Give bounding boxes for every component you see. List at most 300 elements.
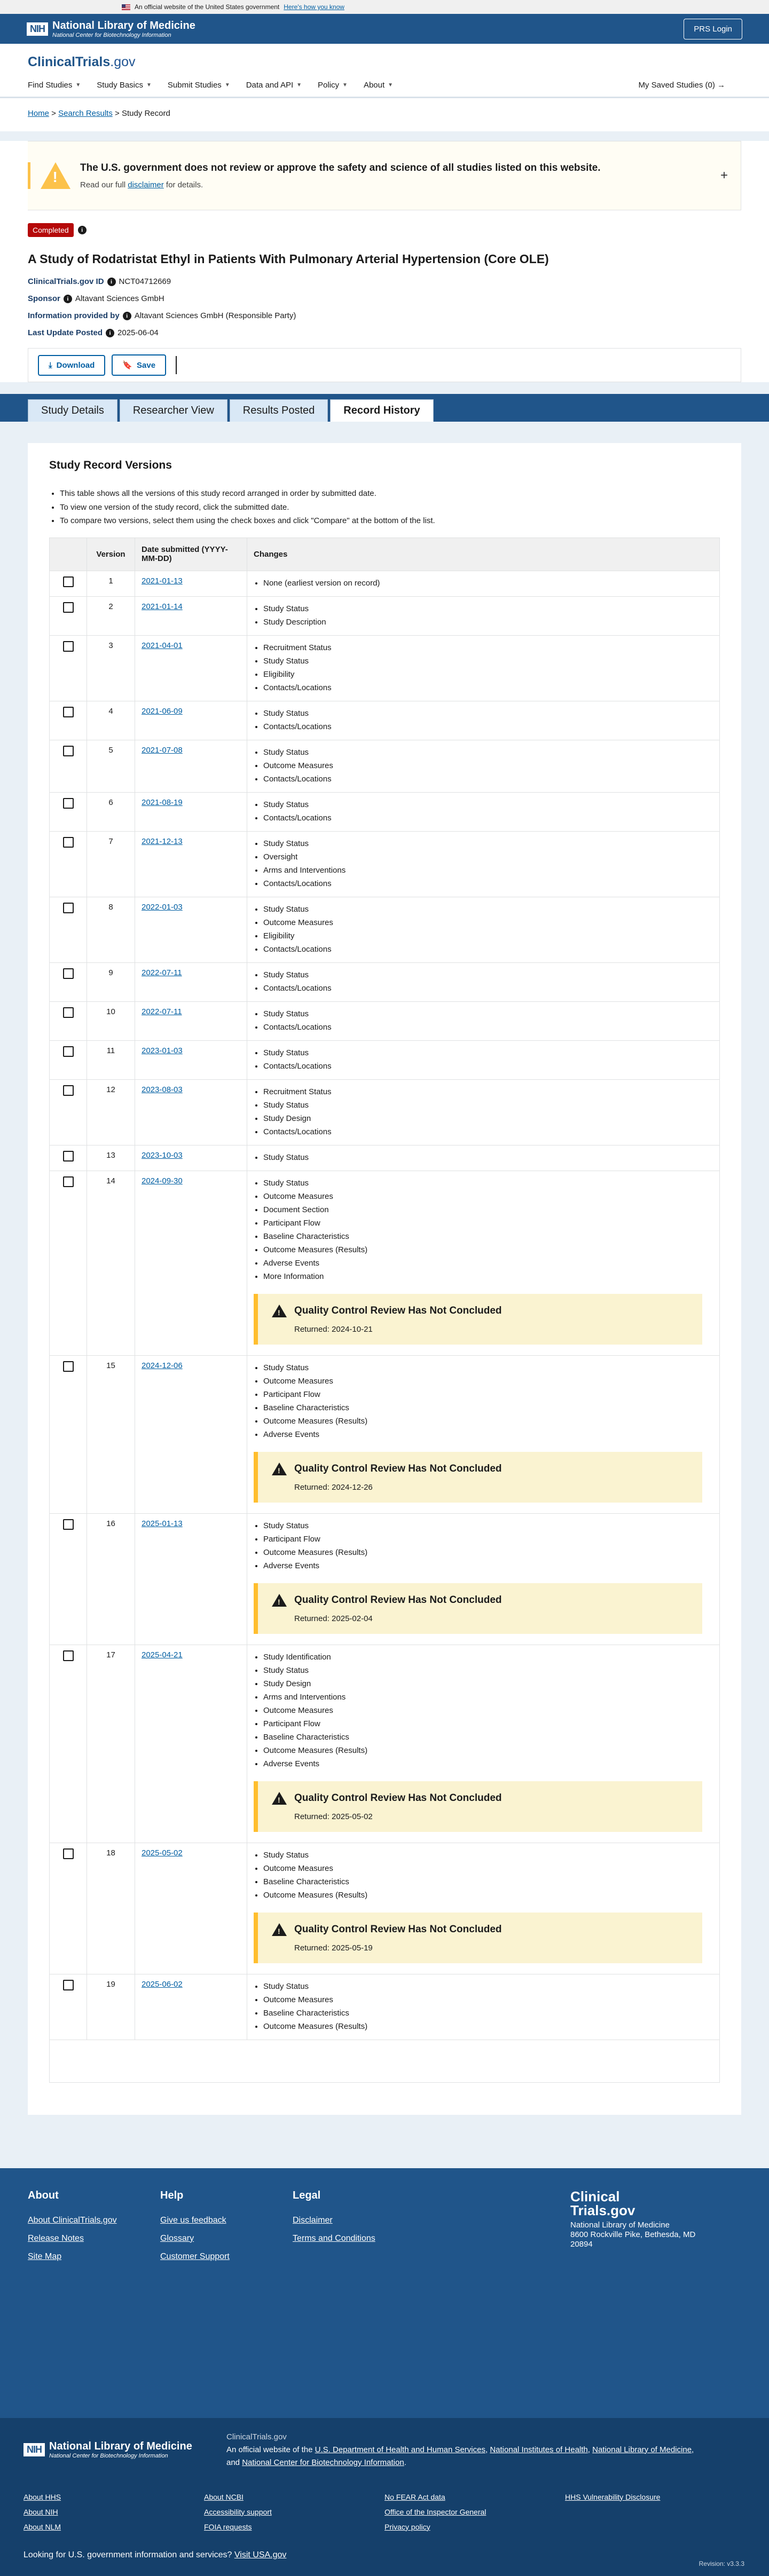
agency-link[interactable]: Privacy policy [384,2522,430,2531]
version-checkbox[interactable] [63,1980,74,1990]
table-row [50,1079,720,1145]
tab-results-posted[interactable]: Results Posted [230,399,328,422]
usa-gov-link[interactable]: Visit USA.gov [234,2550,287,2559]
nav-find-studies[interactable]: Find Studies ▼ [28,81,81,90]
date-cell [135,1171,247,1355]
sponsor-value: Altavant Sciences GmbH [75,294,164,303]
change-item: • Baseline Characteristics [263,1401,713,1415]
date-cell [135,1145,247,1171]
change-item: • Document Section [263,1203,713,1216]
version-date-link[interactable]: 2021-08-19 [142,797,183,807]
qc-alert: ! Quality Control Review Has Not Concluded Returned: 2025-05-19 [254,1913,702,1963]
changes-cell [247,962,720,1001]
version-number: 18 [87,1843,135,1974]
nih-header [0,14,769,44]
change-item: • Recruitment Status [263,641,713,654]
breadcrumb: Home > Search Results > Study Record [0,98,769,131]
version-number: 3 [87,635,135,701]
changes-cell [247,1843,720,1974]
row-checkbox-cell [50,1145,87,1171]
change-item: • Study Status [263,1848,713,1862]
change-item: • Adverse Events [263,1559,713,1573]
change-item: • Study Design [263,1112,713,1125]
footer-legal-heading: Legal [293,2189,321,2201]
version-number: 10 [87,1001,135,1040]
agency-link[interactable]: About NCBI [204,2492,244,2501]
change-item: • Contacts/Locations [263,811,713,825]
changes-cell [247,596,720,635]
agency-link[interactable]: No FEAR Act data [384,2492,445,2501]
change-item: • Outcome Measures [263,759,713,772]
ct-logo[interactable]: ClinicalTrials.gov [28,54,136,69]
date-cell [135,1645,247,1843]
changes-cell [247,1079,720,1145]
date-cell [135,1974,247,2040]
table-row [50,1001,720,1040]
version-date-link[interactable]: 2023-01-03 [142,1046,183,1055]
date-cell [135,1079,247,1145]
change-item: • Baseline Characteristics [263,1730,713,1744]
change-item: • Contacts/Locations [263,1060,713,1073]
changes-cell [247,897,720,962]
save-button[interactable]: 🔖 Save [112,354,166,376]
tab-study-details[interactable]: Study Details [28,399,117,422]
my-saved-studies-link[interactable]: My Saved Studies (0) → [638,81,725,90]
col-version: Version [87,538,135,571]
table-row [50,897,720,962]
change-item: • Study Status [263,707,713,720]
change-item: • Outcome Measures [263,916,713,929]
change-item: • Study Status [263,602,713,615]
date-cell [135,831,247,897]
expand-plus-icon[interactable]: + [720,168,728,183]
table-row [50,1645,720,1843]
change-item: • Study Status [263,837,713,850]
study-header-section [0,141,769,382]
change-item: • Outcome Measures (Results) [263,1243,713,1257]
main-nav [28,81,741,90]
date-cell [135,596,247,635]
changes-cell [247,1040,720,1079]
agency-link[interactable]: FOIA requests [204,2522,252,2531]
row-checkbox-cell [50,831,87,897]
changes-cell [247,571,720,596]
nih-link[interactable]: National Institutes of Health [490,2445,588,2454]
changes-cell [247,1001,720,1040]
info-icon[interactable]: i [64,295,72,303]
col-changes: Changes [247,538,720,571]
changes-cell [247,740,720,792]
ncbi-link[interactable]: National Center for Biotechnology Information [242,2458,404,2467]
warning-icon: ! [272,1594,287,1607]
change-item: • Study Status [263,1007,713,1021]
change-item: • Adverse Events [263,1757,713,1771]
disclaimer-link[interactable]: disclaimer [128,180,164,189]
provided-by-label: Information provided by [28,311,120,320]
version-checkbox[interactable] [63,837,74,848]
version-number: 1 [87,571,135,596]
version-number: 14 [87,1171,135,1355]
version-date-link[interactable]: 2025-04-21 [142,1650,183,1660]
records-heading: Study Record Versions [49,459,172,471]
nav-study-basics[interactable]: Study Basics ▼ [97,81,152,90]
version-checkbox[interactable] [63,903,74,913]
version-date-link[interactable]: 2023-10-03 [142,1150,183,1160]
date-cell [135,1355,247,1513]
version-number: 16 [87,1513,135,1645]
date-cell [135,1513,247,1645]
version-checkbox[interactable] [63,798,74,809]
footer-help-heading: Help [160,2189,184,2201]
nlm-link[interactable]: National Library of Medicine [592,2445,692,2454]
footer-link[interactable]: Give us feedback [160,2215,226,2225]
version-checkbox[interactable] [63,1519,74,1530]
gov-banner [0,0,769,14]
agency-link[interactable]: Office of the Inspector General [384,2507,486,2516]
change-item: • Outcome Measures (Results) [263,1888,713,1902]
divider [176,356,177,374]
info-icon[interactable]: i [78,226,87,234]
change-item: • Study Status [263,1980,713,1993]
change-item: • Study Status [263,1046,713,1060]
ncbi-subtitle: National Center for Biotechnology Information [52,31,171,38]
action-bar [28,348,741,382]
date-cell [135,571,247,596]
changes-cell [247,1145,720,1171]
row-checkbox-cell [50,1355,87,1513]
version-checkbox[interactable] [63,968,74,979]
change-item: • Study Status [263,746,713,759]
change-item: • Outcome Measures (Results) [263,1415,713,1428]
change-item: • Study Status [263,798,713,811]
version-number: 4 [87,701,135,740]
date-cell [135,792,247,831]
footer-link[interactable]: Release Notes [28,2233,84,2243]
change-item: • Study Status [263,654,713,668]
breadcrumb-search-results[interactable]: Search Results [58,109,113,118]
version-checkbox[interactable] [63,1650,74,1661]
us-flag-icon [122,4,130,10]
row-checkbox-cell [50,1040,87,1079]
change-item: • Contacts/Locations [263,943,713,956]
nih-logo-icon: NIH [23,2443,45,2456]
agency-footer [0,2418,769,2576]
table-row [50,1171,720,1355]
chevron-down-icon: ▼ [146,82,152,88]
change-item: • Contacts/Locations [263,1021,713,1034]
nih-logo-icon: NIH [27,22,48,36]
table-row [50,740,720,792]
footer-link[interactable]: Customer Support [160,2251,230,2261]
disclaimer-banner: ! The U.S. government does not review or approve the safety and science of all studies listed on this website. Read our full disclaimer for details. + [28,141,741,210]
change-item: • Outcome Measures [263,1374,713,1388]
version-checkbox[interactable] [63,576,74,587]
change-item: • Contacts/Locations [263,1125,713,1139]
last-update-value: 2025-06-04 [117,328,159,337]
table-row [50,596,720,635]
nlm-title: National Library of Medicine [52,19,195,31]
records-intro: • This table shows all the versions of this study record arranged in order by submitted date. • To view one version of the study record, click the submitted date. • To compare two versions, select them using the check boxes and click "Compare" at the bottom of the list. [49,487,720,528]
version-date-link[interactable]: 2021-12-13 [142,836,183,846]
version-number: 12 [87,1079,135,1145]
table-row [50,962,720,1001]
sponsor-label: Sponsor [28,294,60,303]
change-item: • Contacts/Locations [263,681,713,694]
footer-brand: Clinical Trials.gov National Library of Medicine 8600 Rockville Pike, Bethesda, MD 20894 [570,2188,696,2249]
study-meta [28,277,741,337]
revision-text: Revision: v3.3.3 [699,2559,744,2567]
warning-icon: ! [41,162,70,189]
site-footer [0,2168,769,2418]
version-number: 9 [87,962,135,1001]
date-cell [135,897,247,962]
changes-cell [247,701,720,740]
heres-how-link[interactable]: Here's how you know [284,3,344,11]
date-cell [135,740,247,792]
info-icon[interactable]: i [123,312,131,320]
table-row [50,831,720,897]
version-number: 17 [87,1645,135,1843]
agency-link[interactable]: Accessibility support [204,2507,272,2516]
row-checkbox-cell [50,897,87,962]
change-item: • Eligibility [263,929,713,943]
change-item: • Recruitment Status [263,1085,713,1099]
row-checkbox-cell [50,1645,87,1843]
row-checkbox-cell [50,1513,87,1645]
download-button[interactable]: ⤓ Download [38,355,105,376]
records-card [28,443,741,2115]
change-item: • Study Status [263,968,713,982]
change-item: • Contacts/Locations [263,877,713,890]
date-cell [135,962,247,1001]
change-item: • Baseline Characteristics [263,1875,713,1888]
nih-logo[interactable] [27,20,195,38]
version-date-link[interactable]: 2024-09-30 [142,1176,183,1186]
change-item: • Study Description [263,615,713,629]
change-item: • Outcome Measures [263,1704,713,1717]
col-select [50,538,87,571]
change-item: • Study Status [263,1099,713,1112]
change-item: • Participant Flow [263,1388,713,1401]
version-date-link[interactable]: 2022-01-03 [142,902,183,912]
row-checkbox-cell [50,635,87,701]
version-date-link[interactable]: 2022-07-11 [142,968,182,977]
changes-cell [247,1171,720,1355]
change-item: • Outcome Measures [263,1862,713,1875]
row-checkbox-cell [50,1079,87,1145]
chevron-down-icon: ▼ [342,82,348,88]
version-date-link[interactable]: 2021-01-14 [142,602,183,611]
row-checkbox-cell [50,962,87,1001]
nct-id-value: NCT04712669 [119,277,171,286]
tab-record-history[interactable]: Record History [330,399,433,422]
qc-alert: ! Quality Control Review Has Not Concluded Returned: 2024-12-26 [254,1452,702,1503]
change-item: • Study Status [263,903,713,916]
qc-alert: ! Quality Control Review Has Not Concluded Returned: 2025-05-02 [254,1781,702,1832]
chevron-down-icon: ▼ [224,82,230,88]
agency-link[interactable]: About NIH [23,2507,58,2516]
version-checkbox[interactable] [63,1046,74,1057]
records-section [0,422,769,2168]
date-cell [135,701,247,740]
prs-login-button[interactable]: PRS Login [684,19,742,39]
last-update-label: Last Update Posted [28,328,103,337]
change-item: • More Information [263,1270,713,1283]
status-badge: Completed [28,223,74,237]
qc-returned-date: Returned: 2025-02-04 [294,1614,373,1623]
gov-banner-text: An official website of the United States government [135,3,280,11]
version-checkbox[interactable] [63,1848,74,1859]
footer-about-heading: About [28,2189,59,2201]
nav-data-api[interactable]: Data and API ▼ [246,81,302,90]
version-number: 13 [87,1145,135,1171]
change-item: • Study Design [263,1677,713,1690]
version-date-link[interactable]: 2025-06-02 [142,1979,183,1989]
change-item: • Outcome Measures [263,1190,713,1203]
row-checkbox-cell [50,1974,87,2040]
change-item: • Eligibility [263,668,713,681]
download-icon: ⤓ [49,360,52,370]
agency-link[interactable]: HHS Vulnerability Disclosure [565,2492,661,2501]
changes-cell [247,1355,720,1513]
table-row [50,1843,720,1974]
table-footer [49,2040,720,2083]
change-item: • Study Status [263,1151,713,1164]
versions-table [49,538,720,2040]
change-item: • Arms and Interventions [263,1690,713,1704]
breadcrumb-current: Study Record [121,109,170,118]
table-row [50,701,720,740]
version-checkbox[interactable] [63,641,74,652]
table-row [50,1040,720,1079]
version-checkbox[interactable] [63,1176,74,1187]
version-number: 11 [87,1040,135,1079]
date-cell [135,1001,247,1040]
version-date-link[interactable]: 2021-04-01 [142,641,183,650]
version-date-link[interactable]: 2024-12-06 [142,1361,183,1370]
breadcrumb-home[interactable]: Home [28,109,50,118]
version-checkbox[interactable] [63,1007,74,1018]
version-number: 7 [87,831,135,897]
col-date: Date submitted (YYYY-MM-DD) [135,538,247,571]
agency-link[interactable]: About NLM [23,2522,61,2531]
row-checkbox-cell [50,792,87,831]
change-item: • Outcome Measures (Results) [263,1744,713,1757]
qc-returned-date: Returned: 2024-12-26 [294,1482,373,1492]
version-checkbox[interactable] [63,707,74,717]
nav-submit-studies[interactable]: Submit Studies ▼ [167,81,230,90]
info-icon[interactable]: i [106,329,114,337]
footer-link[interactable]: Terms and Conditions [293,2233,375,2243]
agency-link[interactable]: About HHS [23,2492,61,2501]
hhs-link[interactable]: U.S. Department of Health and Human Services [315,2445,485,2454]
table-row [50,571,720,596]
footer-link[interactable]: Disclaimer [293,2215,333,2225]
version-number: 8 [87,897,135,962]
change-item: • Study Status [263,1664,713,1677]
footer-link[interactable]: About ClinicalTrials.gov [28,2215,117,2225]
nav-policy[interactable]: Policy ▼ [318,81,348,90]
provided-by-value: Altavant Sciences GmbH (Responsible Party) [134,311,296,320]
changes-cell [247,1513,720,1645]
change-item: • Contacts/Locations [263,720,713,733]
row-checkbox-cell [50,1171,87,1355]
version-checkbox[interactable] [63,746,74,756]
table-row [50,792,720,831]
changes-cell [247,635,720,701]
version-date-link[interactable]: 2025-01-13 [142,1519,183,1528]
version-date-link[interactable]: 2021-06-09 [142,706,183,716]
change-item: • Oversight [263,850,713,864]
chevron-down-icon: ▼ [388,82,394,88]
change-item: • Participant Flow [263,1216,713,1230]
changes-cell [247,831,720,897]
row-checkbox-cell [50,701,87,740]
version-number: 19 [87,1974,135,2040]
nlm-footer-logo[interactable]: NIH National Library of Medicine National Center for Biotechnology Information [23,2431,205,2469]
version-date-link[interactable]: 2021-01-13 [142,576,183,586]
footer-link[interactable]: Glossary [160,2233,194,2243]
change-item: • Study Identification [263,1650,713,1664]
change-item: • Study Status [263,1361,713,1374]
version-date-link[interactable]: 2023-08-03 [142,1085,183,1094]
version-number: 5 [87,740,135,792]
agency-links [23,2493,746,2538]
tabs-bar [0,394,769,422]
version-date-link[interactable]: 2025-05-02 [142,1848,183,1858]
row-checkbox-cell [50,740,87,792]
footer-link[interactable]: Site Map [28,2251,62,2261]
change-item: • Study Status [263,1519,713,1532]
official-text: ClinicalTrials.gov An official website of the U.S. Department of Health and Human Services, National Institutes of Health, National Library of Medicine, and National Center for Biotechnology Information. [226,2432,694,2467]
tab-researcher-view[interactable]: Researcher View [120,399,227,422]
version-date-link[interactable]: 2022-07-11 [142,1007,182,1016]
date-cell [135,1843,247,1974]
nct-id-label: ClinicalTrials.gov ID [28,277,104,286]
chevron-down-icon: ▼ [296,82,302,88]
row-checkbox-cell [50,1843,87,1974]
change-item: • Contacts/Locations [263,982,713,995]
date-cell [135,635,247,701]
table-row [50,635,720,701]
qc-returned-date: Returned: 2024-10-21 [294,1324,373,1334]
change-item: • None (earliest version on record) [263,576,713,590]
change-item: • Outcome Measures (Results) [263,1546,713,1559]
info-icon[interactable]: i [107,278,116,286]
version-checkbox[interactable] [63,1085,74,1096]
qc-alert: ! Quality Control Review Has Not Concluded Returned: 2024-10-21 [254,1294,702,1345]
change-item: • Arms and Interventions [263,864,713,877]
warning-icon: ! [272,1305,287,1317]
version-number: 2 [87,596,135,635]
table-row [50,1145,720,1171]
version-checkbox[interactable] [63,1151,74,1161]
version-checkbox[interactable] [63,1361,74,1372]
version-date-link[interactable]: 2021-07-08 [142,745,183,755]
version-checkbox[interactable] [63,602,74,613]
changes-cell [247,1974,720,2040]
change-item: • Study Status [263,1176,713,1190]
change-item: • Adverse Events [263,1428,713,1441]
nav-about[interactable]: About ▼ [363,81,394,90]
change-item: • Outcome Measures (Results) [263,2020,713,2033]
version-number: 15 [87,1355,135,1513]
chevron-down-icon: ▼ [75,82,81,88]
date-cell [135,1040,247,1079]
changes-cell [247,792,720,831]
site-header [0,44,769,98]
changes-cell [247,1645,720,1843]
